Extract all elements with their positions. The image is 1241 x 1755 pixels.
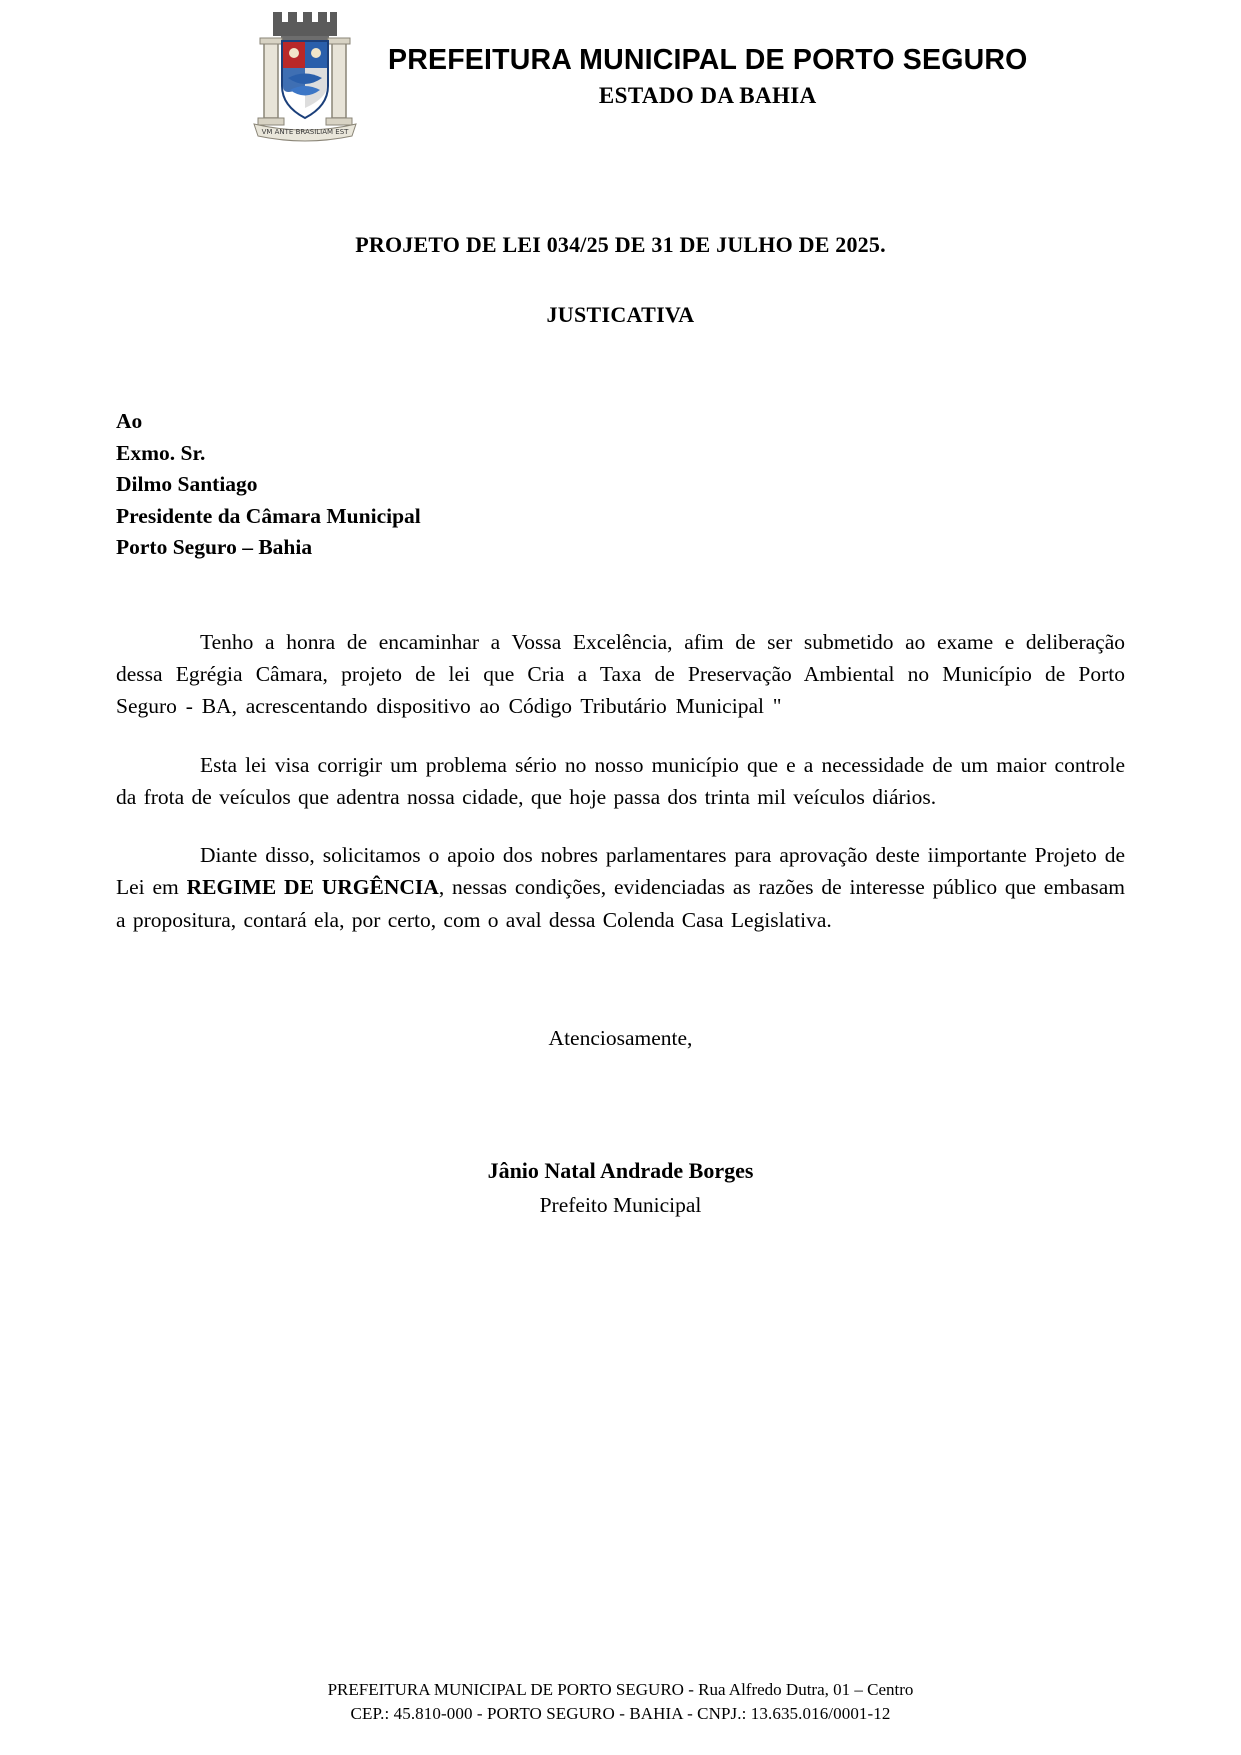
document-header [0,0,1241,144]
closing-salutation: Atenciosamente, [548,1025,693,1050]
document-title: PROJETO DE LEI 034/25 DE 31 DE JULHO DE 2025. [355,232,886,257]
footer-line-1: PREFEITURA MUNICIPAL DE PORTO SEGURO - Rua Alfredo Dutra, 01 – Centro [327,1679,914,1699]
svg-text:VM ANTE BRASILIAM EST: VM ANTE BRASILIAM EST [261,128,349,136]
organization-state: ESTADO DA BAHIA [598,83,817,108]
header-titles [388,8,1028,109]
addressee-line-5: Porto Seguro – Bahia [116,535,313,560]
addressee-line-1: Ao [116,409,143,433]
signer-name: Jânio Natal Andrade Borges [487,1158,754,1184]
signer-role: Prefeito Municipal [539,1193,702,1218]
organization-name: PREFEITURA MUNICIPAL DE PORTO SEGURO [388,44,1028,76]
addressee-block [116,406,1241,564]
coat-of-arms-icon [240,8,370,144]
addressee-line-4: Presidente da Câmara Municipal [116,503,421,528]
body-paragraph-3-part2: , nessas condições, evidenciadas as razões de interesse público que embasam a propositura, contará ela, por certo, com o aval dessa Colenda Casa Legislativa. [116,875,1125,932]
signature-block [116,1154,1125,1221]
body-paragraph-3 [116,839,1125,936]
body-paragraph-2: Esta lei visa corrigir um problema sério no nosso município que e a necessidade de um maior controle da frota de veículos que adentra nossa cidade, que hoje passa dos trinta mil veículos diários. [116,752,1125,809]
body-paragraph-3-emphasis: REGIME DE URGÊNCIA [186,875,439,900]
addressee-line-2: Exmo. Sr. [116,440,206,465]
footer-line-2: CEP.: 45.810-000 - PORTO SEGURO - BAHIA - CNPJ.: 13.635.016/0001-12 [350,1704,891,1724]
body-paragraph-3-part1: Diante disso, solicitamos o apoio dos nobres parlamentares para aprovação deste iimportante Projeto de Lei em [116,843,1125,900]
addressee-line-3: Dilmo Santiago [116,472,258,497]
document-subtitle: JUSTICATIVA [546,302,695,327]
body-paragraph-1: Tenho a honra de encaminhar a Vossa Excelência, afim de ser submetido ao exame e deliberação dessa Egrégia Câmara, projeto de lei que Cria a Taxa de Preservação Ambiental no Município de Porto Seguro - BA, acrescentando dispositivo ao Código Tributário Municipal " [116,629,1125,719]
document-footer [0,1678,1241,1727]
document-body [116,626,1125,1222]
